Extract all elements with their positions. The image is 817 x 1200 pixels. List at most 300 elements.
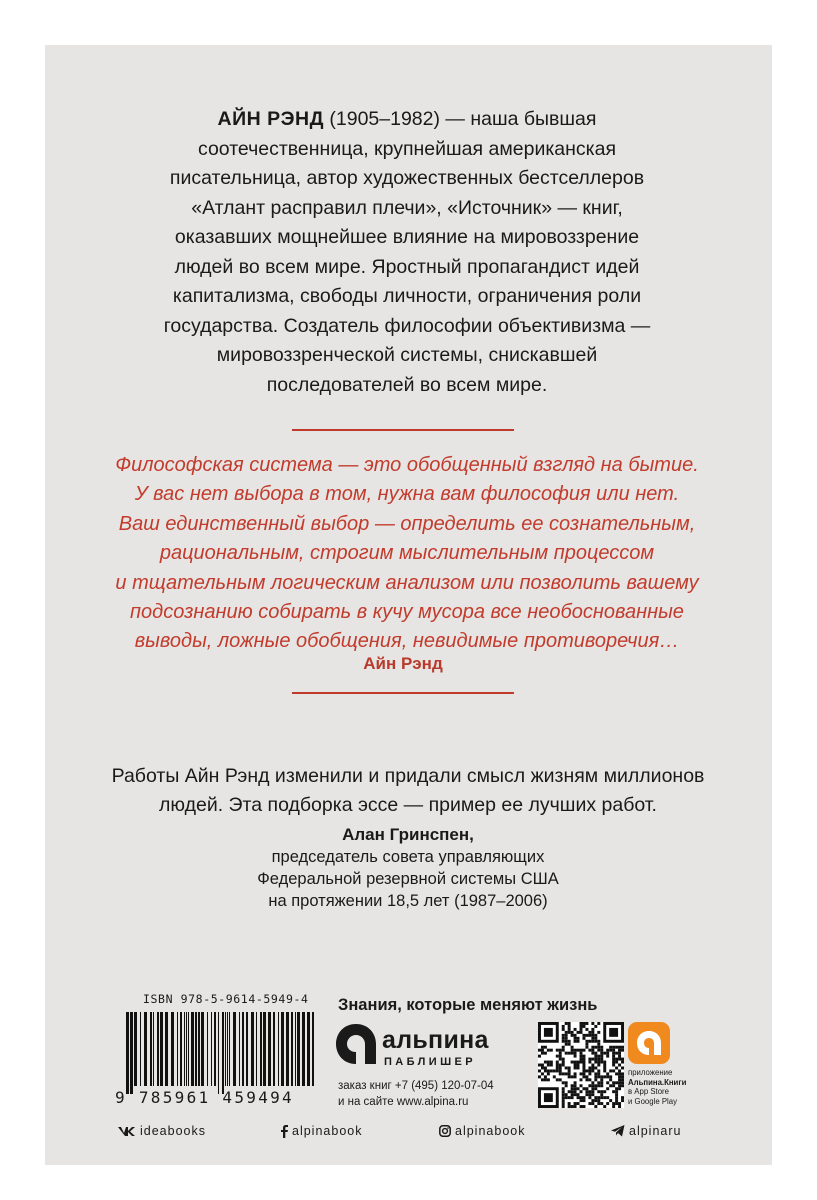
- qr-module: [597, 1081, 600, 1084]
- qr-module: [574, 1081, 577, 1084]
- author-name: АЙН РЭНД: [217, 108, 324, 130]
- qr-module: [594, 1052, 597, 1055]
- qr-module: [580, 1052, 583, 1055]
- author-bio: [92, 105, 722, 400]
- qr-module: [588, 1058, 591, 1061]
- qr-module: [594, 1087, 597, 1090]
- qr-module: [568, 1040, 571, 1043]
- qr-module: [574, 1066, 577, 1069]
- barcode-bar: [150, 1012, 152, 1086]
- barcode-bar: [214, 1012, 216, 1086]
- qr-module: [562, 1099, 565, 1102]
- qr-module: [591, 1022, 594, 1025]
- qr-module: [544, 1046, 547, 1049]
- qr-module: [580, 1105, 583, 1108]
- qr-module: [585, 1040, 588, 1043]
- qr-module: [606, 1072, 609, 1075]
- barcode-bar: [201, 1012, 204, 1086]
- barcode-bar: [256, 1012, 257, 1086]
- qr-module: [585, 1090, 588, 1093]
- barcode-bar: [130, 1012, 133, 1094]
- qr-module: [597, 1043, 600, 1046]
- quote-line: У вас нет выбора в том, нужна вам философия или нет.: [134, 483, 680, 506]
- qr-module: [582, 1075, 585, 1078]
- qr-module: [553, 1075, 556, 1078]
- qr-module: [568, 1090, 571, 1093]
- qr-module: [603, 1064, 606, 1067]
- qr-module: [615, 1081, 618, 1084]
- qr-code: [538, 1022, 624, 1108]
- qr-module: [547, 1078, 550, 1081]
- qr-module: [562, 1037, 565, 1040]
- telegram-icon: [611, 1125, 625, 1137]
- qr-module: [559, 1049, 562, 1052]
- bio-line: государства. Создатель философии объективизма —: [163, 314, 651, 337]
- qr-module: [577, 1037, 580, 1040]
- praise-author-role: [200, 846, 616, 912]
- qr-module: [571, 1096, 574, 1099]
- qr-module: [580, 1078, 583, 1081]
- qr-module: [621, 1058, 624, 1061]
- qr-module: [585, 1028, 588, 1031]
- qr-module: [606, 1102, 609, 1105]
- qr-module: [615, 1046, 618, 1049]
- qr-module: [597, 1102, 600, 1105]
- qr-module: [591, 1052, 594, 1055]
- qr-module: [594, 1037, 597, 1040]
- bio-line: «Атлант расправил плечи», «Источник» — книг,: [191, 196, 623, 219]
- qr-module: [618, 1049, 621, 1052]
- qr-module: [600, 1061, 603, 1064]
- qr-module: [612, 1102, 615, 1105]
- qr-module: [538, 1064, 541, 1067]
- publisher-name: альпина: [382, 1026, 489, 1054]
- qr-module: [582, 1025, 585, 1028]
- qr-module: [577, 1040, 580, 1043]
- quote: [85, 451, 729, 657]
- barcode-bar: [218, 1012, 219, 1094]
- qr-module: [615, 1061, 618, 1064]
- qr-module: [591, 1028, 594, 1031]
- qr-module: [556, 1069, 559, 1072]
- bio-line: мировоззренческой системы, снискавшей: [216, 344, 598, 366]
- barcode-bar: [233, 1012, 236, 1086]
- qr-module: [580, 1096, 583, 1099]
- qr-module: [597, 1084, 600, 1087]
- qr-module: [618, 1064, 621, 1067]
- qr-module: [591, 1064, 594, 1067]
- qr-module: [597, 1072, 600, 1075]
- qr-module: [541, 1052, 544, 1055]
- barcode: [113, 992, 320, 1112]
- qr-module: [541, 1072, 544, 1075]
- qr-module: [612, 1105, 615, 1108]
- barcode-bar: [295, 1012, 296, 1086]
- qr-module: [603, 1052, 606, 1055]
- qr-module: [621, 1084, 624, 1087]
- qr-module: [609, 1084, 612, 1087]
- social-instagram[interactable]: [439, 1124, 525, 1138]
- barcode-bar: [195, 1012, 197, 1086]
- qr-module: [618, 1072, 621, 1075]
- qr-module: [597, 1069, 600, 1072]
- qr-module: [580, 1055, 583, 1058]
- qr-module: [559, 1055, 562, 1058]
- publisher-slogan: Знания, которые меняют жизнь: [338, 996, 598, 1014]
- qr-module: [600, 1084, 603, 1087]
- social-facebook-handle: alpinabook: [292, 1124, 363, 1138]
- qr-module: [571, 1084, 574, 1087]
- qr-module: [582, 1066, 585, 1069]
- qr-module: [547, 1049, 550, 1052]
- barcode-bar: [273, 1012, 275, 1086]
- qr-module: [606, 1081, 609, 1084]
- qr-module: [585, 1043, 588, 1046]
- role-line: на протяжении 18,5 лет (1987–2006): [268, 892, 548, 910]
- qr-module: [594, 1096, 597, 1099]
- qr-module: [571, 1049, 574, 1052]
- qr-module: [594, 1034, 597, 1037]
- divider-bottom: [292, 692, 514, 694]
- qr-module: [547, 1072, 550, 1075]
- qr-module: [621, 1072, 624, 1075]
- qr-module: [582, 1072, 585, 1075]
- qr-module: [580, 1031, 583, 1034]
- qr-module: [615, 1090, 618, 1093]
- qr-module: [606, 1075, 609, 1078]
- qr-module: [591, 1084, 594, 1087]
- qr-module: [565, 1081, 568, 1084]
- quote-line: Философская система — это обобщенный взгляд на бытие.: [115, 454, 699, 476]
- qr-module: [615, 1102, 618, 1105]
- qr-module: [562, 1025, 565, 1028]
- qr-module: [600, 1096, 603, 1099]
- qr-module: [591, 1069, 594, 1072]
- qr-module: [538, 1069, 541, 1072]
- bio-line: последователей во всем мире.: [266, 373, 548, 396]
- qr-module: [574, 1090, 577, 1093]
- instagram-icon: [439, 1125, 451, 1137]
- qr-module: [544, 1052, 547, 1055]
- qr-module: [565, 1084, 568, 1087]
- qr-module: [591, 1087, 594, 1090]
- qr-module: [562, 1090, 565, 1093]
- qr-module: [565, 1037, 568, 1040]
- social-telegram[interactable]: [611, 1124, 681, 1138]
- app-logo-icon: [628, 1022, 670, 1064]
- qr-module: [571, 1093, 574, 1096]
- qr-module: [547, 1061, 550, 1064]
- qr-module: [588, 1049, 591, 1052]
- qr-module: [615, 1052, 618, 1055]
- qr-module: [588, 1072, 591, 1075]
- qr-module: [588, 1090, 591, 1093]
- qr-module: [562, 1093, 565, 1096]
- social-telegram-handle: alpinaru: [629, 1124, 682, 1138]
- qr-module: [565, 1066, 568, 1069]
- bio-line: оказавших мощнейшее влияние на мировоззрение: [174, 226, 640, 248]
- qr-module: [582, 1049, 585, 1052]
- qr-module: [580, 1022, 583, 1025]
- qr-module: [609, 1049, 612, 1052]
- qr-module: [591, 1099, 594, 1102]
- qr-module: [562, 1049, 565, 1052]
- qr-module: [597, 1058, 600, 1061]
- praise: [75, 762, 741, 820]
- qr-module: [609, 1078, 612, 1081]
- qr-module: [618, 1055, 621, 1058]
- qr-module: [615, 1066, 618, 1069]
- qr-module: [606, 1049, 609, 1052]
- barcode-bar: [186, 1012, 187, 1086]
- barcode-bar: [227, 1012, 228, 1086]
- barcode-bar: [297, 1012, 300, 1086]
- qr-module: [582, 1055, 585, 1058]
- qr-module: [538, 1049, 541, 1052]
- qr-module: [556, 1064, 559, 1067]
- qr-module: [541, 1078, 544, 1081]
- qr-module: [580, 1072, 583, 1075]
- barcode-bar: [157, 1012, 159, 1086]
- qr-module: [565, 1093, 568, 1096]
- qr-module: [574, 1040, 577, 1043]
- quote-line: рациональным, строгим мыслительным процессом: [159, 542, 655, 565]
- qr-finder: [544, 1093, 553, 1102]
- qr-module: [591, 1081, 594, 1084]
- qr-module: [612, 1084, 615, 1087]
- qr-module: [618, 1084, 621, 1087]
- qr-module: [580, 1090, 583, 1093]
- qr-module: [585, 1087, 588, 1090]
- qr-module: [582, 1087, 585, 1090]
- qr-module: [585, 1046, 588, 1049]
- facebook-icon: [281, 1125, 288, 1138]
- quote-line: Ваш единственный выбор — определить ее сознательным,: [118, 512, 696, 535]
- barcode-bars: [126, 1012, 316, 1094]
- qr-module: [591, 1102, 594, 1105]
- qr-module: [600, 1078, 603, 1081]
- barcode-bar: [171, 1012, 174, 1086]
- barcode-bar: [184, 1012, 185, 1086]
- qr-module: [538, 1075, 541, 1078]
- qr-module: [580, 1084, 583, 1087]
- qr-module: [574, 1049, 577, 1052]
- qr-module: [618, 1058, 621, 1061]
- bio-line: людей во всем мире. Яростный пропагандист идей: [174, 255, 640, 278]
- qr-module: [606, 1096, 609, 1099]
- qr-module: [582, 1037, 585, 1040]
- qr-module: [609, 1075, 612, 1078]
- qr-module: [538, 1055, 541, 1058]
- qr-module: [571, 1061, 574, 1064]
- qr-module: [615, 1072, 618, 1075]
- qr-module: [588, 1040, 591, 1043]
- qr-module: [556, 1061, 559, 1064]
- qr-module: [591, 1066, 594, 1069]
- qr-module: [612, 1055, 615, 1058]
- qr-module: [582, 1096, 585, 1099]
- qr-module: [594, 1084, 597, 1087]
- quote-line: выводы, ложные обобщения, невидимые противоречия…: [134, 630, 680, 653]
- barcode-bar: [140, 1012, 141, 1086]
- qr-module: [600, 1055, 603, 1058]
- barcode-bar: [260, 1012, 262, 1086]
- qr-module: [591, 1049, 594, 1052]
- qr-module: [577, 1093, 580, 1096]
- qr-module: [550, 1064, 553, 1067]
- app-name: Альпина.Книги: [628, 1077, 687, 1087]
- social-vk-handle: ideabooks: [140, 1124, 206, 1138]
- qr-module: [600, 1046, 603, 1049]
- qr-module: [612, 1046, 615, 1049]
- qr-module: [559, 1052, 562, 1055]
- qr-module: [588, 1078, 591, 1081]
- qr-module: [562, 1046, 565, 1049]
- barcode-bar: [263, 1012, 266, 1086]
- qr-module: [585, 1078, 588, 1081]
- qr-module: [580, 1099, 583, 1102]
- qr-module: [565, 1052, 568, 1055]
- qr-module: [609, 1046, 612, 1049]
- qr-module: [559, 1078, 562, 1081]
- qr-module: [621, 1099, 624, 1102]
- qr-module: [565, 1040, 568, 1043]
- qr-module: [565, 1072, 568, 1075]
- qr-module: [550, 1061, 553, 1064]
- qr-module: [580, 1025, 583, 1028]
- divider-top: [292, 429, 514, 431]
- qr-module: [621, 1081, 624, 1084]
- barcode-bar: [286, 1012, 289, 1086]
- qr-module: [621, 1096, 624, 1099]
- order-site: и на сайте www.alpina.ru: [338, 1096, 469, 1108]
- barcode-bar: [165, 1012, 168, 1086]
- barcode-digits: 9 785961 459494: [115, 1088, 294, 1107]
- qr-module: [544, 1069, 547, 1072]
- qr-module: [571, 1031, 574, 1034]
- qr-module: [591, 1031, 594, 1034]
- qr-module: [615, 1087, 618, 1090]
- qr-module: [582, 1099, 585, 1102]
- barcode-bar: [268, 1012, 271, 1086]
- qr-module: [550, 1069, 553, 1072]
- qr-module: [603, 1090, 606, 1093]
- qr-module: [594, 1061, 597, 1064]
- qr-module: [568, 1075, 571, 1078]
- qr-module: [603, 1061, 606, 1064]
- qr-module: [577, 1061, 580, 1064]
- qr-module: [544, 1061, 547, 1064]
- barcode-bar: [225, 1012, 226, 1086]
- barcode-bar: [144, 1012, 147, 1086]
- qr-module: [618, 1069, 621, 1072]
- praise-line: Работы Айн Рэнд изменили и придали смысл жизням миллионов: [111, 765, 705, 787]
- praise-line: людей. Эта подборка эссе — пример ее лучших работ.: [159, 794, 657, 816]
- qr-module: [600, 1093, 603, 1096]
- qr-module: [597, 1022, 600, 1025]
- qr-module: [582, 1034, 585, 1037]
- qr-module: [597, 1031, 600, 1034]
- qr-module: [591, 1040, 594, 1043]
- app-icon: [628, 1022, 670, 1064]
- quote-line: подсознанию собирать в кучу мусора все необоснованные: [130, 601, 684, 624]
- qr-module: [612, 1069, 615, 1072]
- qr-module: [621, 1061, 624, 1064]
- order-phone: заказ книг +7 (495) 120-07-04: [338, 1080, 494, 1092]
- qr-module: [565, 1022, 568, 1025]
- qr-module: [568, 1069, 571, 1072]
- barcode-bar: [246, 1012, 248, 1086]
- qr-module: [580, 1058, 583, 1061]
- social-facebook[interactable]: [281, 1124, 362, 1138]
- qr-module: [594, 1072, 597, 1075]
- qr-module: [591, 1090, 594, 1093]
- qr-module: [582, 1058, 585, 1061]
- social-vk[interactable]: [118, 1124, 206, 1138]
- qr-module: [562, 1081, 565, 1084]
- qr-module: [597, 1075, 600, 1078]
- qr-module: [603, 1066, 606, 1069]
- qr-module: [600, 1081, 603, 1084]
- qr-module: [541, 1066, 544, 1069]
- app-line: и Google Play: [628, 1096, 677, 1106]
- quote-line: и тщательным логическим анализом или позволить вашему: [115, 571, 699, 594]
- qr-module: [547, 1069, 550, 1072]
- qr-module: [568, 1096, 571, 1099]
- qr-module: [618, 1075, 621, 1078]
- qr-finder: [544, 1028, 553, 1037]
- qr-module: [582, 1105, 585, 1108]
- qr-module: [597, 1040, 600, 1043]
- qr-module: [591, 1046, 594, 1049]
- barcode-bar: [188, 1012, 189, 1086]
- barcode-bar: [312, 1012, 314, 1086]
- qr-module: [559, 1072, 562, 1075]
- qr-module: [574, 1064, 577, 1067]
- qr-module: [588, 1034, 591, 1037]
- qr-module: [574, 1087, 577, 1090]
- qr-module: [597, 1099, 600, 1102]
- barcode-bar: [281, 1012, 284, 1086]
- qr-module: [612, 1064, 615, 1067]
- barcode-bar: [222, 1012, 224, 1094]
- qr-module: [568, 1052, 571, 1055]
- qr-module: [574, 1102, 577, 1105]
- qr-module: [577, 1064, 580, 1067]
- qr-module: [612, 1081, 615, 1084]
- barcode-bar: [198, 1012, 200, 1086]
- qr-module: [577, 1096, 580, 1099]
- qr-module: [618, 1078, 621, 1081]
- qr-module: [547, 1064, 550, 1067]
- qr-module: [597, 1061, 600, 1064]
- qr-module: [603, 1105, 606, 1108]
- qr-module: [621, 1066, 624, 1069]
- qr-module: [621, 1049, 624, 1052]
- qr-module: [577, 1066, 580, 1069]
- qr-module: [600, 1052, 603, 1055]
- qr-module: [562, 1058, 565, 1061]
- qr-module: [582, 1064, 585, 1067]
- barcode-bar: [242, 1012, 244, 1086]
- barcode-bar: [291, 1012, 293, 1086]
- qr-module: [591, 1093, 594, 1096]
- qr-module: [556, 1078, 559, 1081]
- qr-module: [568, 1025, 571, 1028]
- qr-module: [600, 1090, 603, 1093]
- barcode-bar: [160, 1012, 163, 1086]
- qr-module: [574, 1072, 577, 1075]
